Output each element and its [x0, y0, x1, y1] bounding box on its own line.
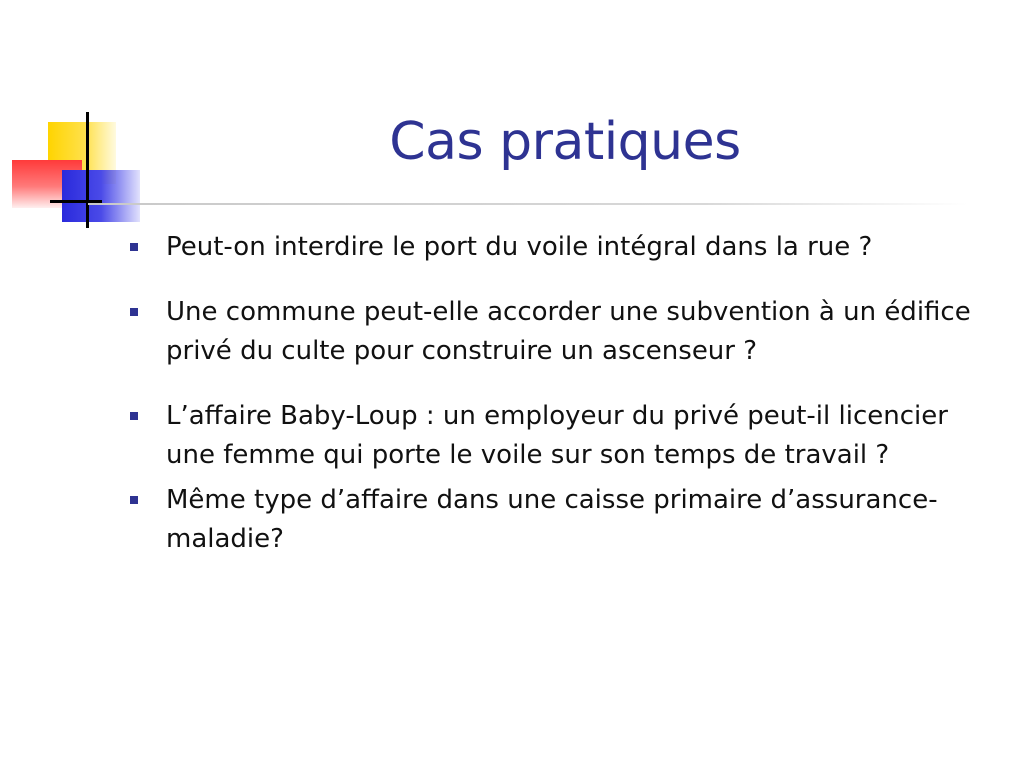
- slide-title: Cas pratiques: [389, 112, 741, 172]
- bullet-text: Peut-on interdire le port du voile intégral dans la rue ?: [166, 232, 873, 262]
- bullet-item: [130, 228, 1000, 267]
- bullet-item: [130, 397, 1000, 475]
- bullet-text: L’affaire Baby-Loup : un employeur du privé peut-il licencier une femme qui porte le voile sur son temps de travail ?: [166, 401, 948, 470]
- bullet-text: Une commune peut-elle accorder une subvention à un édifice privé du culte pour construire un ascenseur ?: [166, 297, 971, 366]
- bullet-text: Même type d’affaire dans une caisse primaire d’assurance-maladie?: [166, 485, 938, 554]
- bullet-list: [130, 228, 1000, 559]
- bullet-item: [130, 481, 1000, 559]
- colored-squares-logo-icon: [0, 100, 150, 240]
- square-bullet-icon: [130, 308, 138, 316]
- title-divider: [88, 203, 968, 205]
- blue-square: [62, 170, 140, 222]
- square-bullet-icon: [130, 412, 138, 420]
- bullet-item: [130, 293, 1000, 371]
- square-bullet-icon: [130, 243, 138, 251]
- vertical-line: [86, 112, 89, 228]
- square-bullet-icon: [130, 496, 138, 504]
